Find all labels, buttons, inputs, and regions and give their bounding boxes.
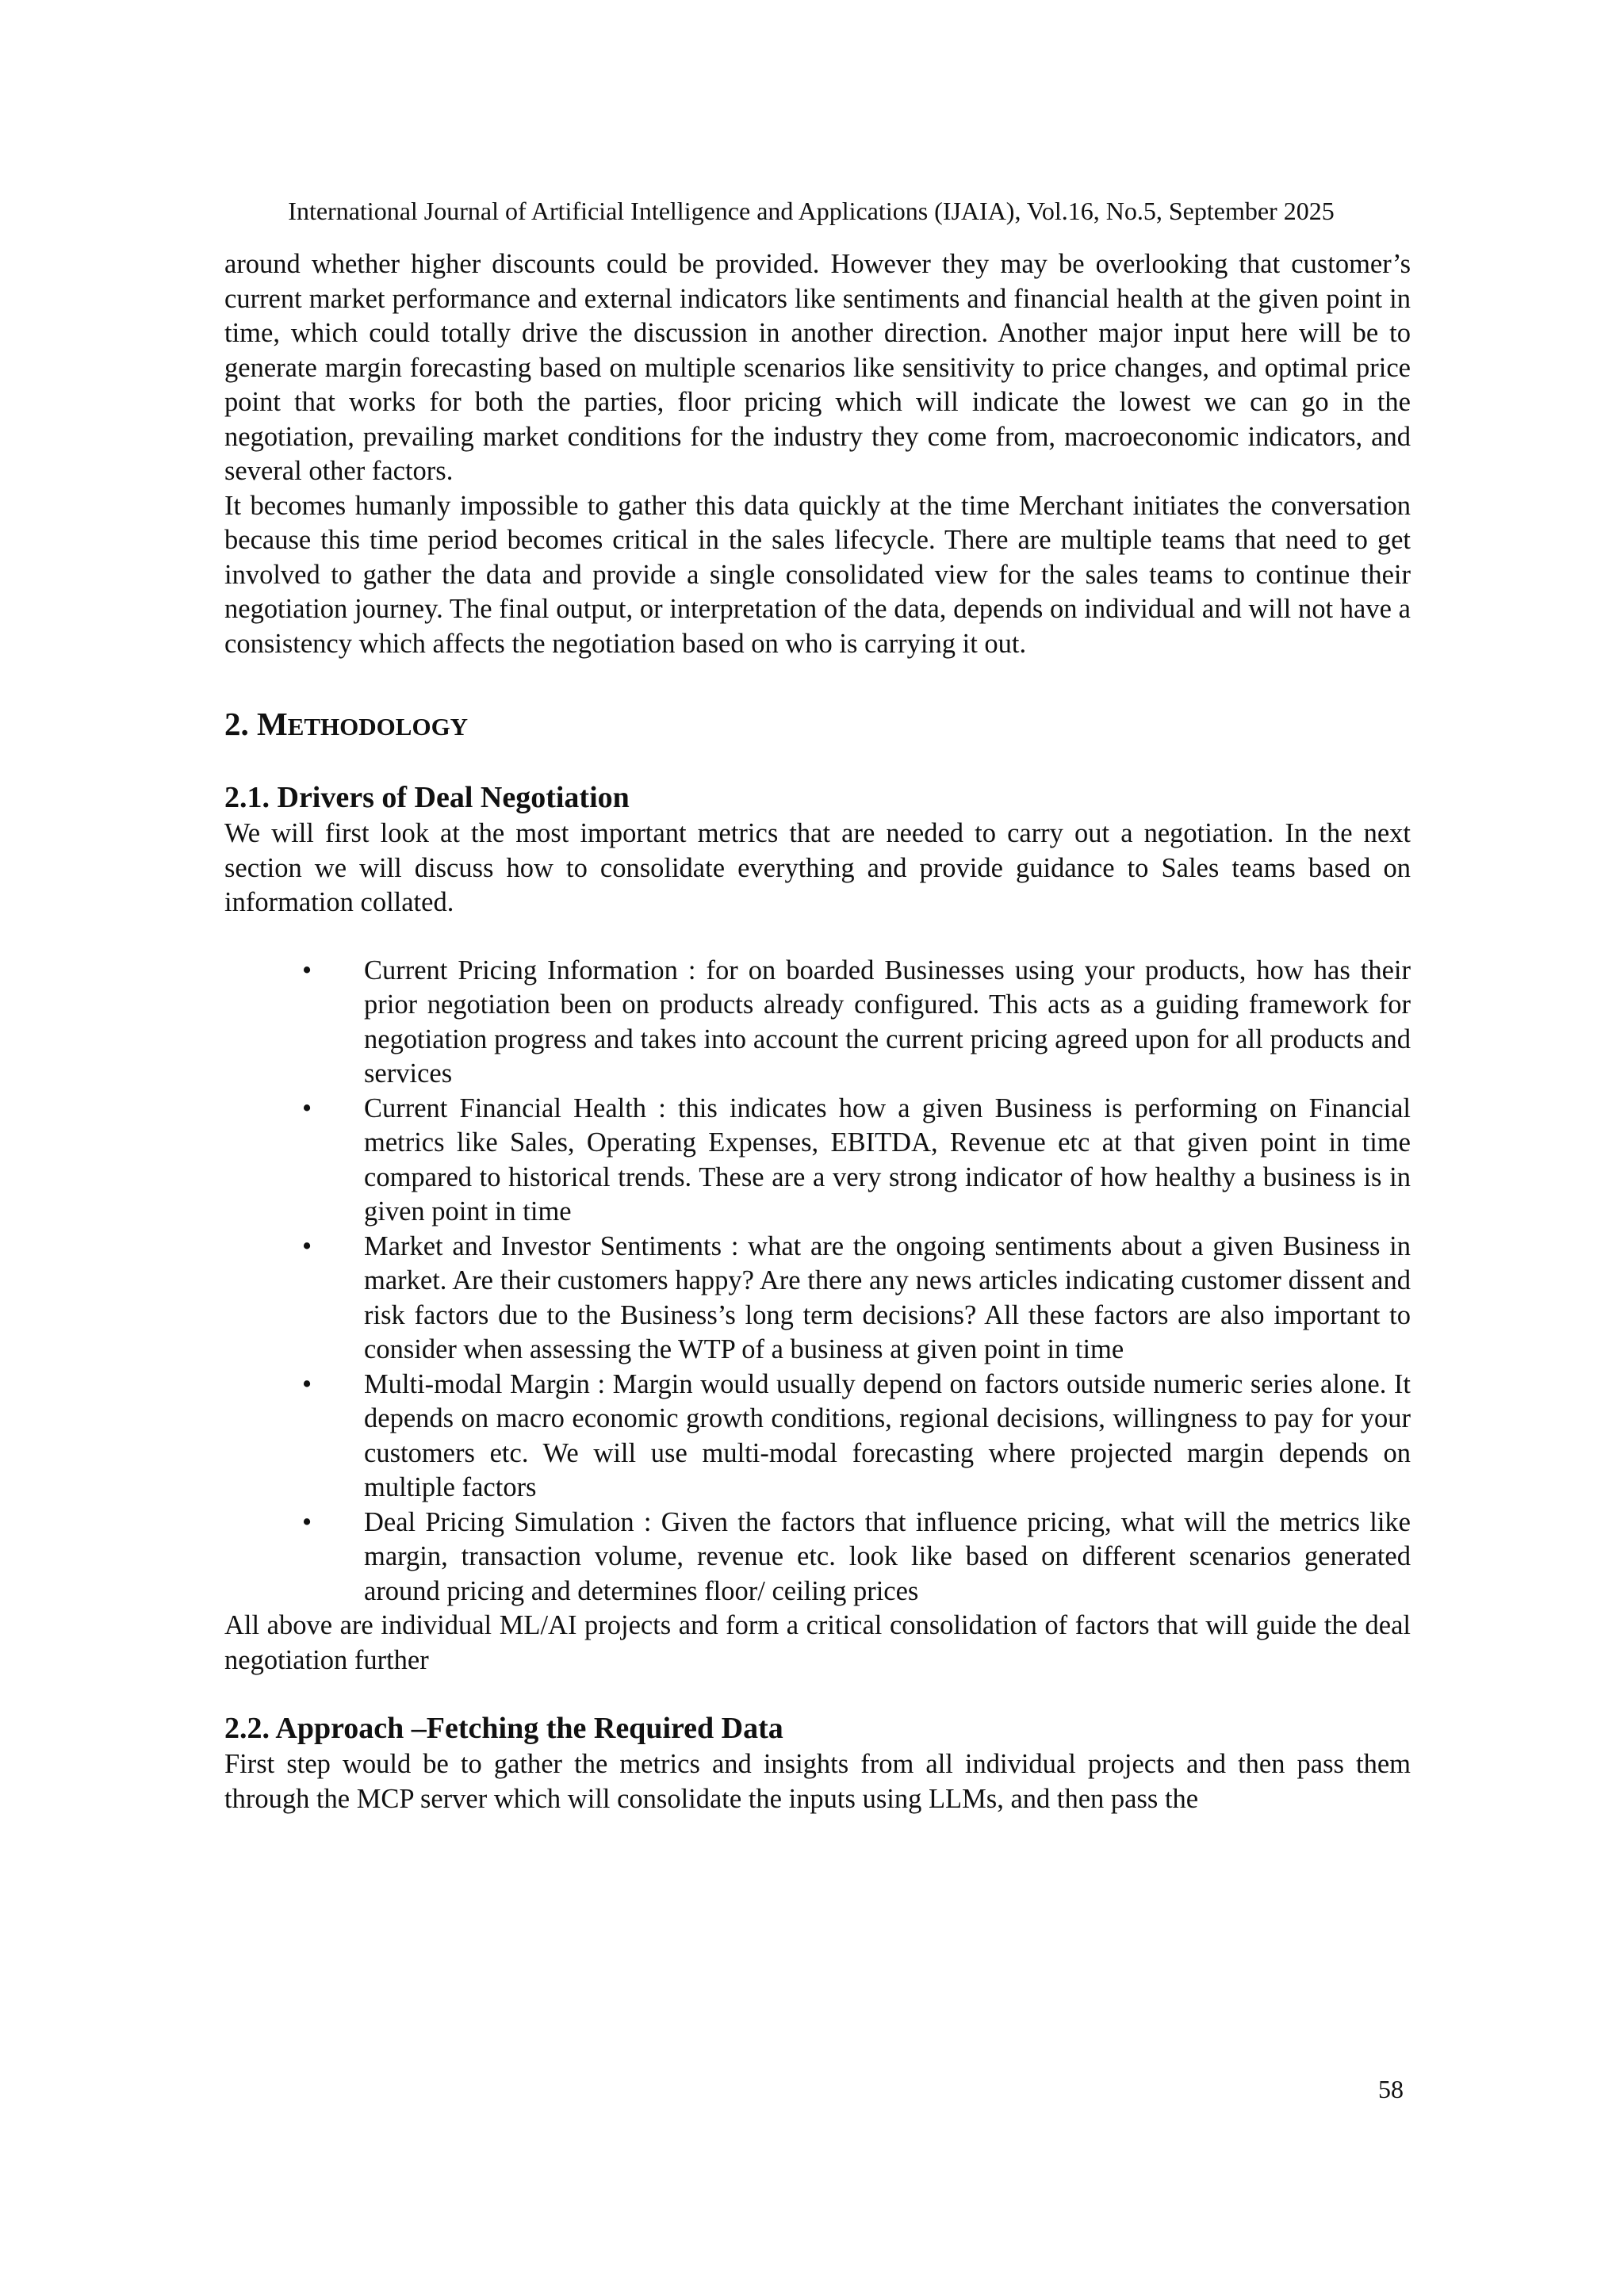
list-item-text: Current Pricing Information : for on boarded Businesses using your products, how has their prior negotiation been on products already configured. This acts as a guiding framework for negotiation progress and takes into account the current pricing agreed upon for all products and services (364, 955, 1411, 1089)
body-content (224, 247, 1411, 1816)
list-item-text: Current Financial Health : this indicates how a given Business is performing on Financial metrics like Sales, Operating Expenses, EBITDA, Revenue etc at that given point in time compared to historical trends. These are a very strong indicator of how healthy a business is in given point in time (364, 1093, 1411, 1226)
section-heading-methodology (224, 704, 1411, 747)
list-item (302, 1368, 1411, 1506)
running-header: International Journal of Artificial Intelligence and Applications (IJAIA), Vol.16, No.5, September 2025 (288, 197, 1335, 225)
paragraph-ml-projects: All above are individual ML/AI projects and form a critical consolidation of factors that will guide the deal negotiation further (224, 1610, 1411, 1675)
bullet-icon: • (302, 1230, 312, 1261)
bullet-list-drivers (224, 954, 1411, 1609)
list-item-text: Market and Investor Sentiments : what are the ongoing sentiments about a given Business in market. Are their customers happy? Are there any news articles indicating customer dissent and risk factors due to the Business’s long term decisions? All these factors are also important to consider when assessing the WTP of a business at given point in time (364, 1230, 1411, 1364)
list-item (302, 1506, 1411, 1609)
page-number: 58 (1378, 2075, 1404, 2103)
section-initial: M (257, 706, 288, 742)
paragraph-first-step: First step would be to gather the metrics and insights from all individual projects and then pass them through the MCP server which will consolidate the inputs using LLMs, and then pass the (224, 1749, 1411, 1814)
bullet-icon: • (302, 1093, 312, 1123)
section-title-smallcaps: ETHODOLOGY (287, 713, 469, 740)
list-item (302, 1230, 1411, 1368)
subsection-heading-approach: 2.2. Approach –Fetching the Required Data (224, 1712, 783, 1745)
list-item-text: Deal Pricing Simulation : Given the factors that influence pricing, what will the metrics like margin, transaction volume, revenue etc. look like based on different scenarios generated around pricing and determines floor/ ceiling prices (364, 1506, 1411, 1606)
section-number: 2. (224, 706, 257, 742)
bullet-icon: • (302, 1506, 312, 1537)
subsection-heading-drivers: 2.1. Drivers of Deal Negotiation (224, 781, 630, 814)
paragraph-intro-continued: around whether higher discounts could be provided. However they may be overlooking that customer’s current market performance and external indicators like sentiments and financial health at the given point in time, which could totally drive the discussion in another direction. Another major input here will be to generate margin forecasting based on multiple scenarios like sensitivity to price changes, and optimal price point that works for both the parties, floor pricing which will indicate the lowest we can go in the negotiation, prevailing market conditions for the industry they come from, macroeconomic indicators, and several other factors. (224, 249, 1411, 486)
paragraph-metrics-intro: We will first look at the most important metrics that are needed to carry out a negotiation. In the next section we will discuss how to consolidate everything and provide guidance to Sales teams based on information collated. (224, 818, 1411, 917)
list-item (302, 1092, 1411, 1230)
list-item (302, 954, 1411, 1092)
paragraph-data-gathering: It becomes humanly impossible to gather this data quickly at the time Merchant initiates the conversation because this time period becomes critical in the sales lifecycle. There are multiple teams that need to get involved to gather the data and provide a single consolidated view for the sales teams to continue their negotiation journey. The final output, or interpretation of the data, depends on individual and will not have a consistency which affects the negotiation based on who is carrying it out. (224, 490, 1411, 659)
bullet-icon: • (302, 1368, 312, 1399)
bullet-icon: • (302, 955, 312, 985)
list-item-text: Multi-modal Margin : Margin would usually depend on factors outside numeric series alone. It depends on macro economic growth conditions, regional decisions, willingness to pay for your customers etc. We will use multi-modal forecasting where projected margin depends on multiple factors (364, 1368, 1411, 1502)
